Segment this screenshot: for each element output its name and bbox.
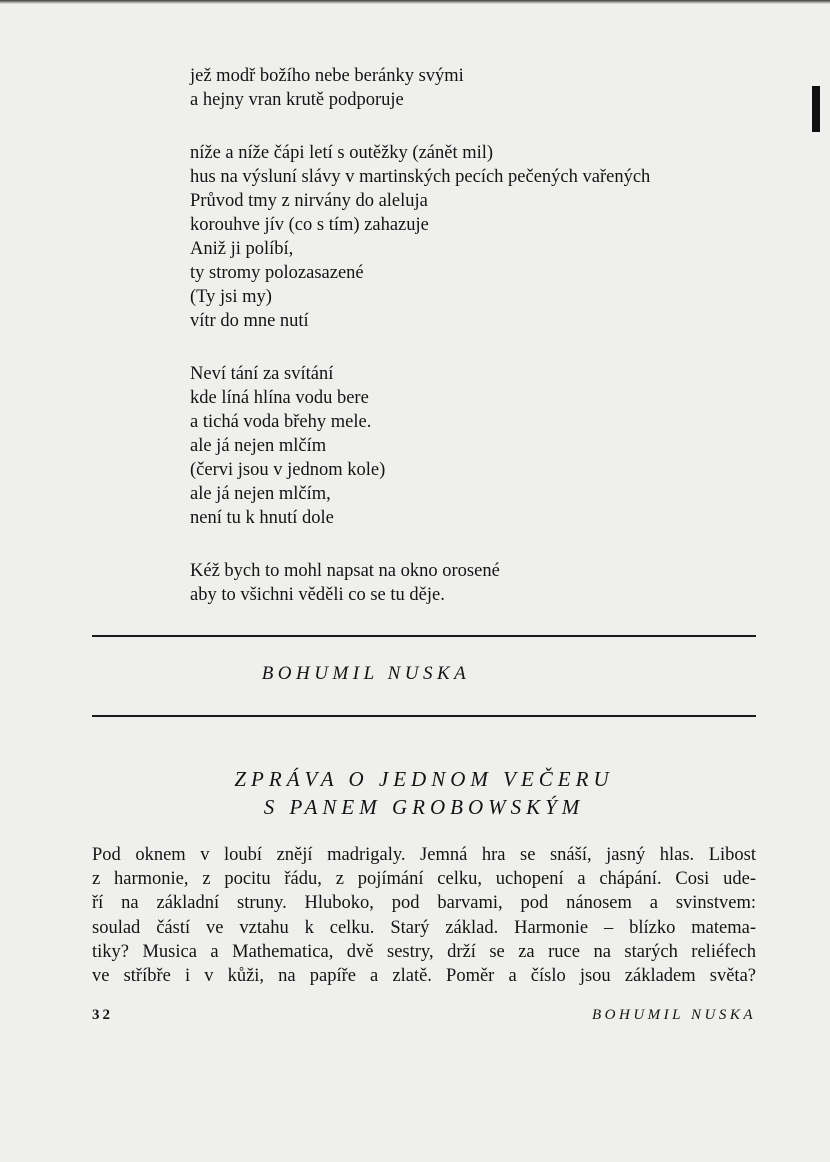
poem-line: korouhve jív (co s tím) zahazuje — [190, 215, 429, 235]
poem-line: ty stromy polozasazené — [190, 263, 364, 283]
poem-line: (červi jsou v jednom kole) — [190, 460, 386, 480]
poem-line: kde líná hlína vodu bere — [190, 388, 369, 408]
scan-top-edge — [0, 0, 830, 4]
body-line: ve stříbře i v kůži, na papíře a zlatě. Poměr a číslo jsou základem světa? — [92, 966, 756, 987]
article-title-line-2: S PANEM GROBOWSKÝM — [263, 795, 585, 819]
poem-line: níže a níže čápi letí s outěžky (zánět mil) — [190, 143, 494, 163]
poem-line: Neví tání za svítání — [190, 364, 334, 384]
poem-line: není tu k hnutí dole — [190, 508, 334, 528]
poem-line: (Ty jsi my) — [190, 287, 272, 307]
poem-line: jež modř božího nebe beránky svými — [190, 66, 464, 86]
body-line: Pod oknem v loubí znějí madrigaly. Jemná hra se snáší, jasný hlas. Libost — [92, 845, 756, 865]
poem-line: ale já nejen mlčím, — [190, 484, 331, 504]
body-line: z harmonie, z pocitu řádu, z pojímání celku, uchopení a chápání. Cosi ude- — [92, 869, 756, 890]
poem-line: Aniž ji políbí, — [190, 239, 294, 259]
poem-stanza-2 — [190, 141, 750, 333]
article-title-line-1: ZPRÁVA O JEDNOM VEČERU — [234, 767, 614, 791]
body-line: tiky? Musica a Mathematica, dvě sestry, drží se za ruce na starých reliéfech — [92, 941, 756, 962]
poem-line: aby to všichni věděli co se tu děje. — [190, 585, 445, 605]
poem-line: ale já nejen mlčím — [190, 436, 327, 456]
poem-line: a tichá voda břehy mele. — [190, 412, 372, 432]
poem-stanza-1 — [190, 64, 750, 112]
poem — [190, 64, 750, 636]
author-heading: BOHUMIL NUSKA — [261, 663, 471, 684]
poem-line: Kéž bych to mohl napsat na okno orosené — [190, 561, 500, 581]
section-rule-top — [92, 635, 756, 637]
body-line: soulad částí ve vztahu k celku. Starý základ. Harmonie – blízko matema- — [92, 917, 756, 938]
poem-line: hus na výsluní slávy v martinských pecích pečených vařených — [190, 167, 651, 187]
poem-stanza-3 — [190, 362, 750, 530]
section-rule-bottom — [92, 715, 756, 717]
running-head: BOHUMIL NUSKA — [592, 1007, 756, 1023]
poem-line: Průvod tmy z nirvány do aleluja — [190, 191, 428, 211]
page-number: 32 — [92, 1007, 113, 1023]
poem-line: a hejny vran krutě podporuje — [190, 90, 404, 110]
scan-edge-mark — [812, 86, 820, 132]
article-body — [92, 843, 756, 988]
poem-line: vítr do mne nutí — [190, 311, 309, 331]
poem-stanza-4 — [190, 559, 750, 607]
body-line: ří na základní struny. Hluboko, pod barvami, pod nánosem a svinstvem: — [92, 893, 756, 914]
